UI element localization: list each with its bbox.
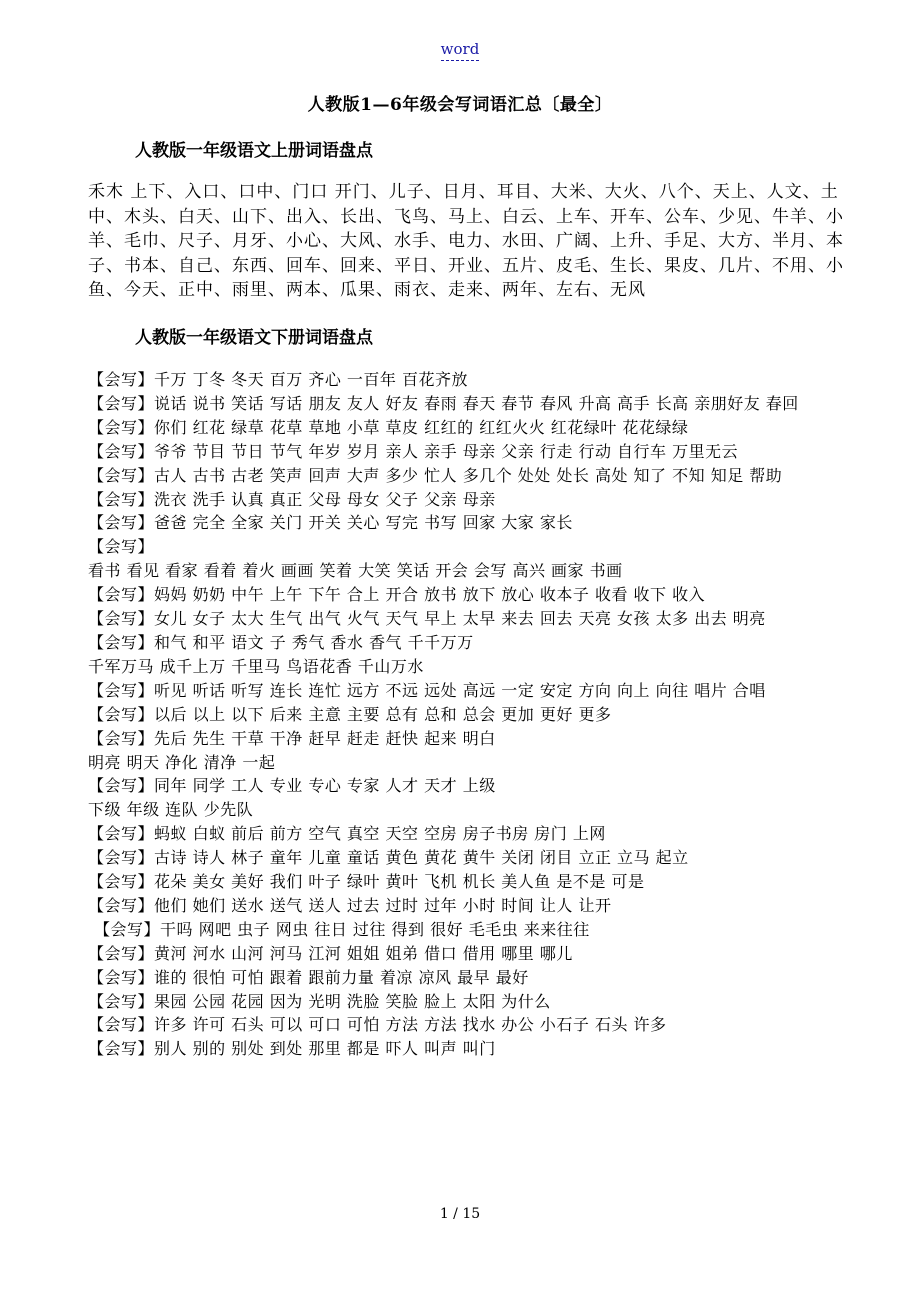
- word-line: 【会写】谁的 很怕 可怕 跟着 跟前力量 着凉 凉风 最早 最好: [88, 967, 529, 987]
- word-line: 【会写】同年 同学 工人 专业 专心 专家 人才 天才 上级: [88, 776, 496, 796]
- word-line: 【会写】先后 先生 干草 干净 赶早 赶走 赶快 起来 明白: [88, 728, 496, 748]
- word-line: 【会写】果园 公园 花园 因为 光明 洗脸 笑脸 脸上 太阳 为什么: [88, 991, 551, 1011]
- header-word-text[interactable]: word: [441, 40, 480, 61]
- word-line: 【会写】和气 和平 语文 子 秀气 香水 香气 千千万万: [88, 632, 474, 652]
- word-line: 【会写】说话 说书 笑话 写话 朋友 友人 好友 春雨 春天 春节 春风 升高 高手 长高 亲朋好友 春回: [88, 393, 799, 413]
- document-title: 人教版1—6年级会写词语汇总〔最全〕: [307, 95, 613, 115]
- section-1-heading: 人教版一年级语文上册词语盘点: [135, 141, 373, 161]
- word-line: 【会写】古诗 诗人 林子 童年 儿童 童话 黄色 黄花 黄牛 关闭 闭目 立正 立马 起立: [88, 848, 689, 868]
- word-line: 【会写】你们 红花 绿草 花草 草地 小草 草皮 红红的 红红火火 红花绿叶 花花绿绿: [88, 417, 689, 437]
- word-line: 【会写】千万 丁冬 冬天 百万 齐心 一百年 百花齐放: [88, 370, 469, 389]
- word-line: 【会写】黄河 河水 山河 河马 江河 姐姐 姐弟 借口 借用 哪里 哪儿: [88, 943, 573, 963]
- word-line: 【会写】古人 古书 古老 笑声 回声 大声 多少 忙人 多几个 处处 处长 高处 知了 不知 知足 帮助: [88, 465, 783, 485]
- word-line: 【会写】花朵 美女 美好 我们 叶子 绿叶 黄叶 飞机 机长 美人鱼 是不是 可是: [88, 872, 645, 892]
- word-line: 【会写】女儿 女子 太大 生气 出气 火气 天气 早上 太早 来去 回去 天亮 女孩 太多 出去 明亮: [88, 609, 766, 629]
- word-line: 【会写】听见 听话 听写 连长 连忙 远方 不远 远处 高远 一定 安定 方向 向上 向往 唱片 合唱: [88, 680, 766, 700]
- word-line: 看书 看见 看家 看着 着火 画画 笑着 大笑 笑话 开会 会写 高兴 画家 书画: [88, 561, 623, 581]
- word-line: 千军万马 成千上万 千里马 鸟语花香 千山万水: [88, 656, 424, 676]
- section-2-heading: 人教版一年级语文下册词语盘点: [135, 328, 373, 348]
- word-line: 【会写】许多 许可 石头 可以 可口 可怕 方法 方法 找水 办公 小石子 石头 许多: [88, 1015, 667, 1035]
- word-line: 【会写】洗衣 洗手 认真 真正 父母 母女 父子 父亲 母亲: [88, 489, 496, 509]
- word-line: 【会写】他们 她们 送水 送气 送人 过去 过时 过年 小时 时间 让人 让开: [88, 895, 612, 915]
- word-line: 【会写】爸爸 完全 全家 关门 开关 关心 写完 书写 回家 大家 家长: [88, 513, 573, 533]
- header-word-link[interactable]: [0, 40, 920, 58]
- word-line: 【会写】别人 别的 别处 到处 那里 都是 吓人 叫声 叫门: [88, 1039, 496, 1059]
- word-line: 【会写】爷爷 节目 节日 节气 年岁 岁月 亲人 亲手 母亲 父亲 行走 行动 自行车 万里无云: [88, 441, 739, 461]
- section-2-body: [88, 368, 848, 1061]
- word-line: 明亮 明天 净化 清净 一起: [88, 752, 276, 772]
- word-line: 【会写】妈妈 奶奶 中午 上午 下午 合上 开合 放书 放下 放心 收本子 收看 收下 收入: [88, 585, 706, 605]
- word-line: 【会写】蚂蚁 白蚁 前后 前方 空气 真空 天空 空房 房子书房 房门 上网: [88, 824, 606, 844]
- section-1-body: 禾木 上下、入口、口中、门口 开门、儿子、日月、耳目、大米、大火、八个、天上、人文、土中、木头、白天、山下、出入、长出、飞鸟、马上、白云、上车、开车、公车、少见、牛羊、小羊、毛巾、尺子、月牙、小心、大风、水手、电力、水田、广阔、上升、手足、大方、半月、本子、书本、自己、东西、回车、回来、平日、开业、五片、皮毛、生长、果皮、几片、不用、小鱼、今天、正中、雨里、两本、瓜果、雨衣、走来、两年、左右、无风: [88, 182, 844, 300]
- word-line: 【会写】干吗 网吧 虫子 网虫 往日 过往 得到 很好 毛毛虫 来来往往: [94, 919, 590, 939]
- word-line: 【会写】: [88, 537, 155, 557]
- word-line: 【会写】以后 以上 以下 后来 主意 主要 总有 总和 总会 更加 更好 更多: [88, 704, 612, 724]
- word-line: 下级 年级 连队 少先队: [88, 800, 254, 820]
- page-number: 1 / 15: [439, 1206, 481, 1222]
